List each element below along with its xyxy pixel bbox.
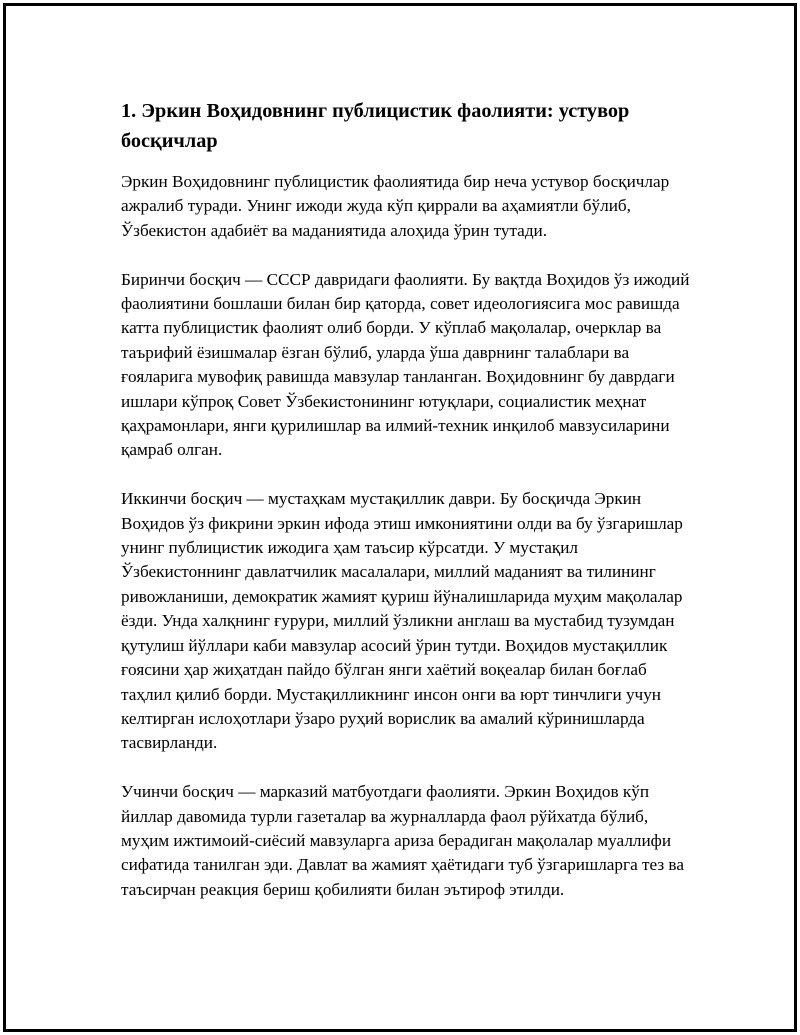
section-title: 1. Эркин Воҳидовнинг публицистик фаолияти: устувор босқичлар bbox=[121, 100, 630, 152]
document-body bbox=[121, 96, 693, 902]
page-frame bbox=[3, 3, 797, 1032]
paragraph-first-stage: Биринчи босқич — СССР давридаги фаолияти. Бу вақтда Воҳидов ўз ижодий фаолиятини бошлаши билан бир қаторда, совет идеологиясига мос равишда катта публицистик фаолият олиб борди. У кўплаб мақолалар, очерклар ва таърифий ёзишмалар ёзган бўлиб, уларда ўша даврнинг талаблари ва ғояларига мувофиқ равишда мавзулар танланган. Воҳидовнинг бу даврдаги ишлари кўпроқ Совет Ўзбекистонининг ютуқлари, социалистик меҳнат қаҳрамонлари, янги қурилишлар ва илмий-техник инқилоб мавзусиларини қамраб олган. bbox=[121, 269, 690, 460]
paragraph-second-stage: Иккинчи босқич — мустаҳкам мустақиллик даври. Бу босқичда Эркин Воҳидов ўз фикрини эркин ифода этиш имкониятини олди ва бу ўзгаришлар унинг публицистик ижодига ҳам таъсир кўрсатди. У мустақил Ўзбекистоннинг давлатчилик масалалари, миллий маданият ва тилининг ривожланиши, демократик жамият қуриш йўналишларида муҳим мақолалар ёзди. Унда халқнинг ғурури, миллий ўзликни англаш ва мустабид тузумдан қутулиш йўллари каби мавзулар асосий ўрин тутди. Воҳидов мустақиллик ғоясини ҳар жиҳатдан пайдо бўлган янги хаётий воқеалар билан боғлаб таҳлил қилиб борди. Мустақилликнинг инсон онги ва юрт тинчлиги учун келтирган ислоҳотлари ўзаро руҳий ворислик ва амалий кўринишларда тасвирланди. bbox=[121, 489, 683, 753]
paragraph-intro: Эркин Воҳидовнинг публицистик фаолиятида бир неча устувор босқичлар ажралиб туради. Унинг ижоди жуда кўп қиррали ва аҳамиятли бўлиб, Ўзбекистон адабиёт ва маданиятида алоҳида ўрин тутади. bbox=[121, 172, 670, 240]
paragraph-third-stage: Учинчи босқич — марказий матбуотдаги фаолияти. Эркин Воҳидов кўп йиллар давомида турли газеталар ва журналларда фаол рўйхатда бўлиб, муҳим ижтимоий-сиёсий мавзуларга ариза берадиган мақолалар муаллифи сифатида танилган эди. Давлат ва жамият ҳаётидаги туб ўзгаришларга тез ва таъсирчан реакция бериш қобилияти билан эътироф этилди. bbox=[121, 782, 684, 899]
